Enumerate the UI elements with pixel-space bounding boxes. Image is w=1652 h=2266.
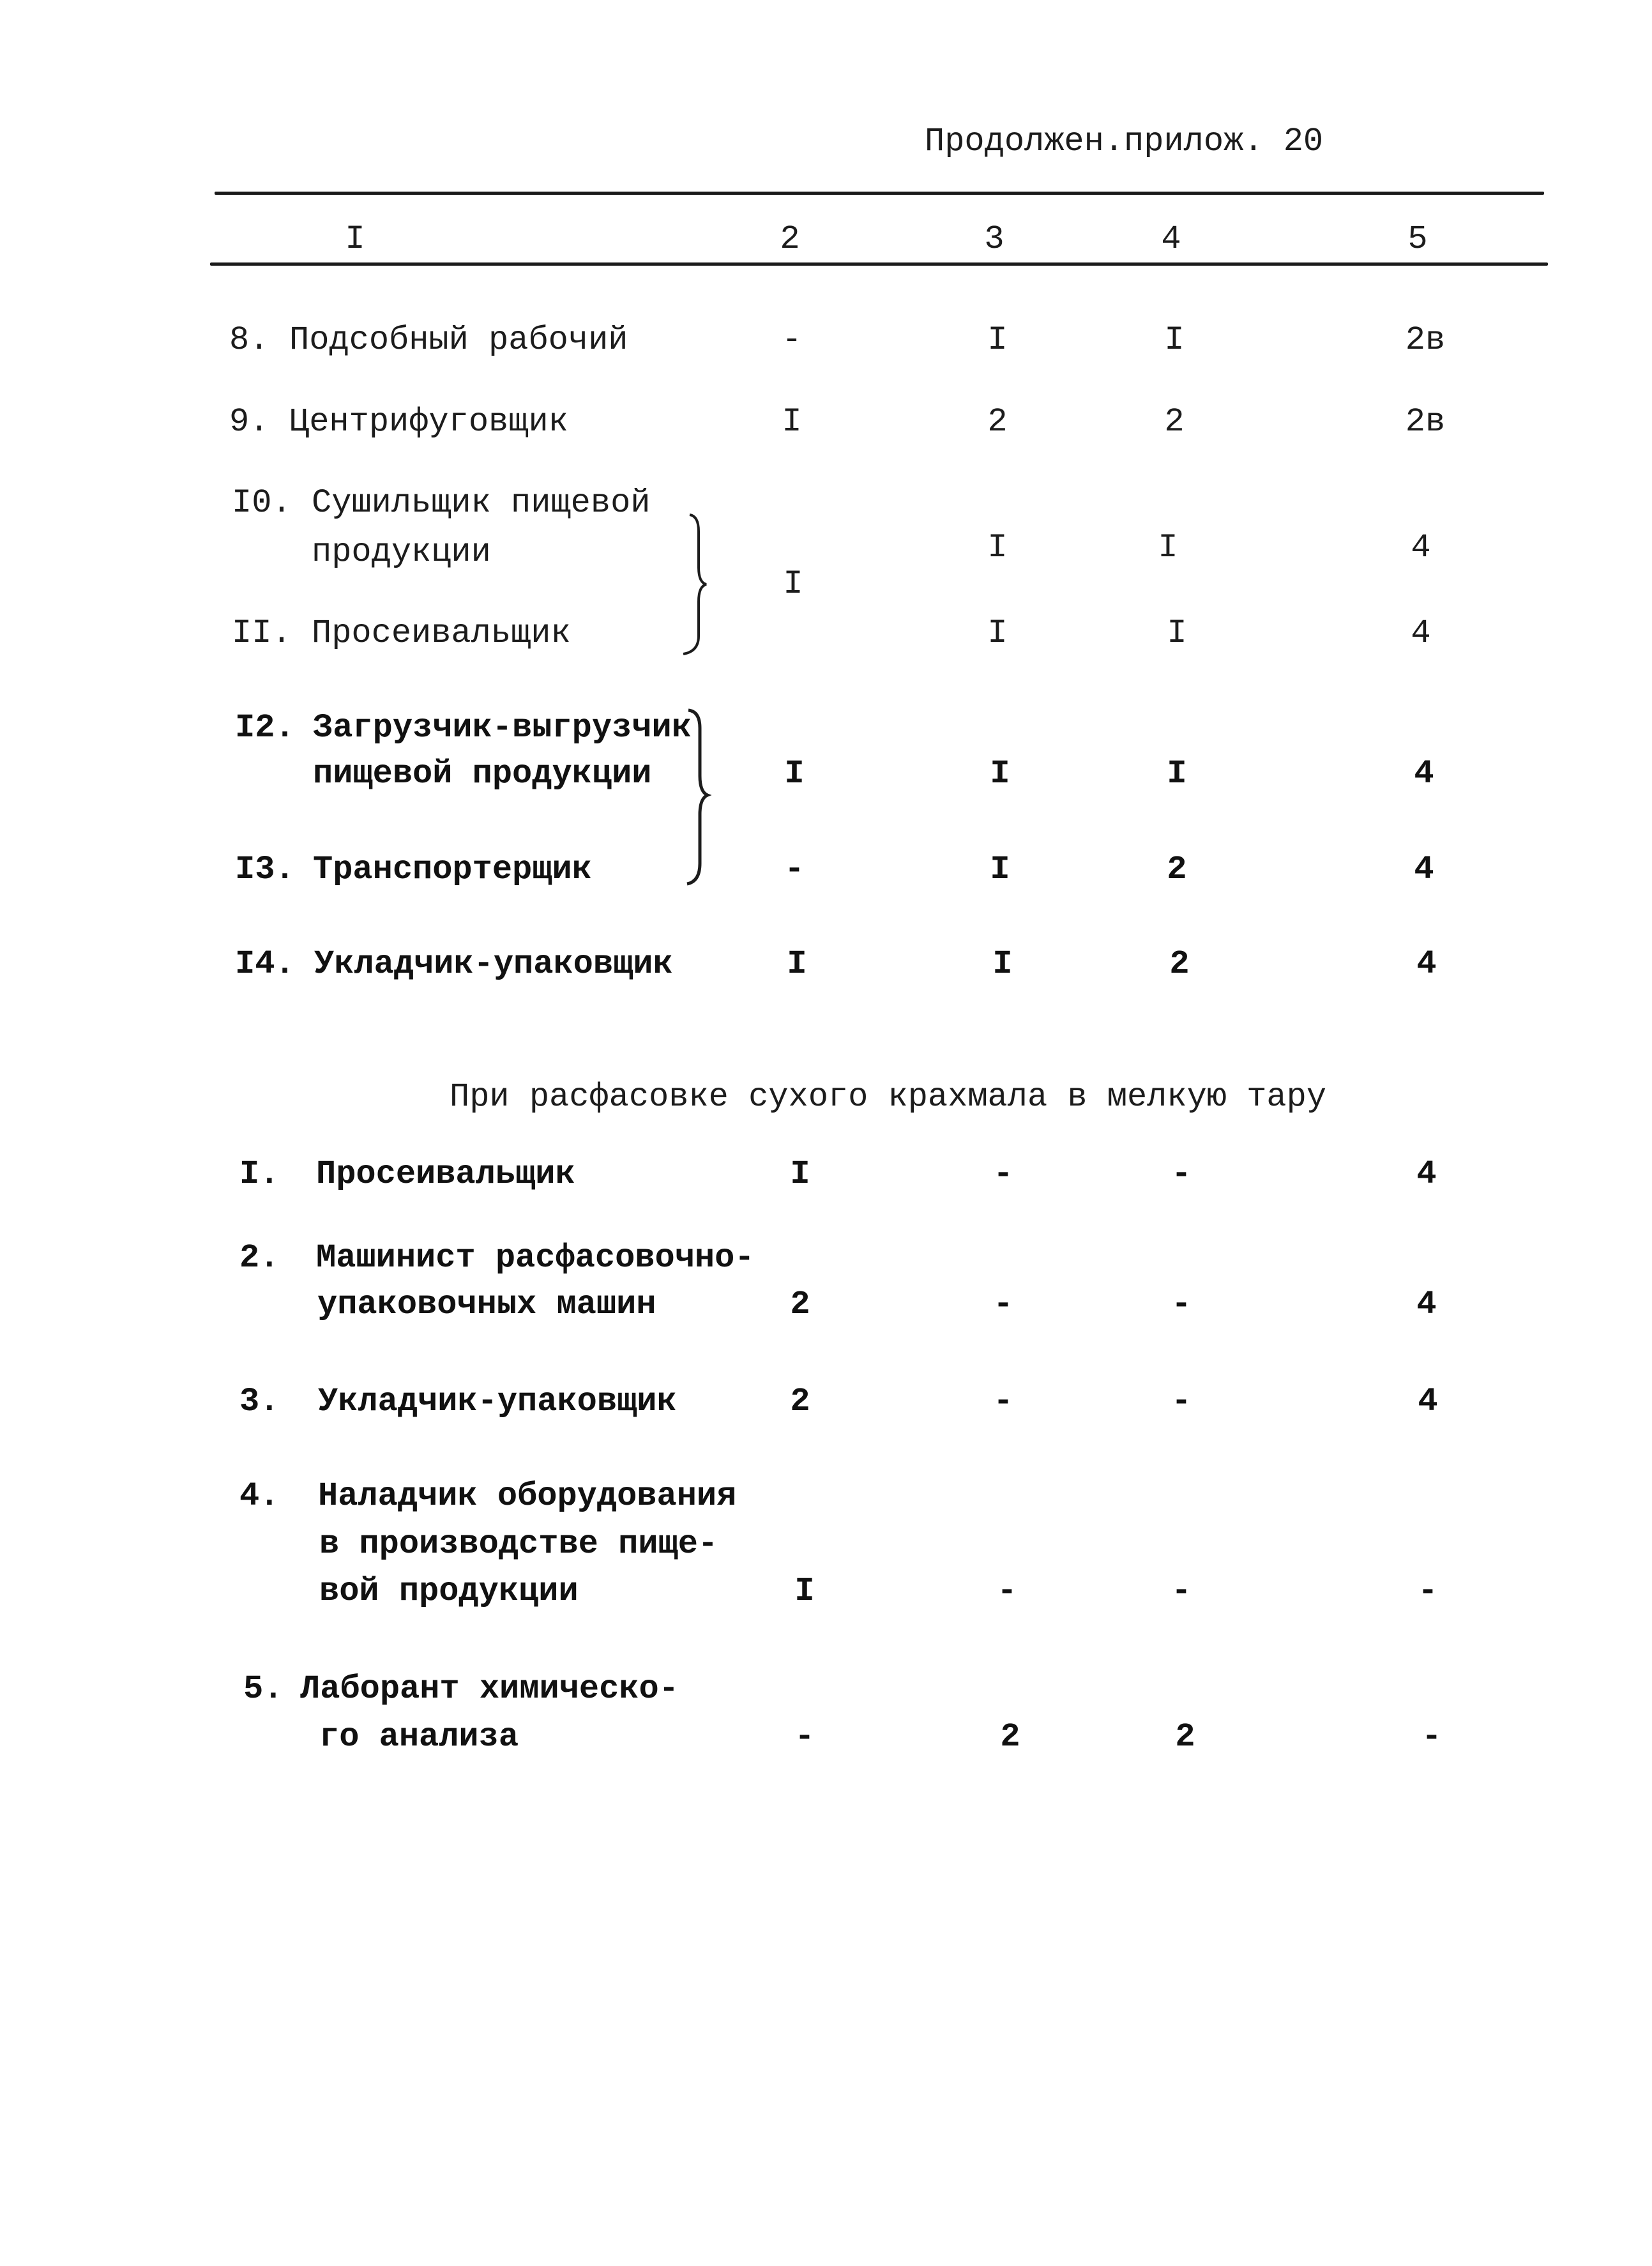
row-label-continuation: вой продукции xyxy=(319,1572,579,1610)
row-number: I3. xyxy=(235,851,295,888)
continuation-header: Продолжен.прилож. 20 xyxy=(925,123,1324,160)
row-col4-value: 2 xyxy=(1169,945,1190,983)
row-col4-value: - xyxy=(1171,1286,1192,1323)
row-number: 5. xyxy=(243,1670,284,1708)
brace-rows-I2-I3 xyxy=(687,710,708,884)
row-number: I. xyxy=(239,1155,280,1193)
row-label: Сушильщик пищевой xyxy=(312,484,651,522)
row-col4-value: I xyxy=(1167,755,1187,793)
row-col2-value: - xyxy=(794,1718,815,1756)
row-number: 4. xyxy=(239,1477,280,1515)
row-number: I0. xyxy=(232,484,292,522)
row-col5-value: 4 xyxy=(1418,1383,1438,1420)
row-col3-value: - xyxy=(993,1155,1013,1193)
row-col3-value: - xyxy=(997,1572,1017,1610)
row-col4-value: - xyxy=(1171,1155,1192,1193)
row-col5-value: 2в xyxy=(1405,403,1446,441)
row-col5-value: 4 xyxy=(1414,755,1434,793)
row-col2-value: I xyxy=(787,945,807,983)
row-label-continuation: пищевой продукции xyxy=(313,755,652,793)
row-number: I4. xyxy=(235,945,295,983)
row-col3-value: I xyxy=(987,529,1008,566)
row-label: Машинист расфасовочно- xyxy=(316,1239,755,1277)
row-label: Укладчик-упаковщик xyxy=(314,945,673,983)
row-col5-value: 4 xyxy=(1416,945,1437,983)
row-col2-value: - xyxy=(784,851,805,888)
row-col5-value: 4 xyxy=(1414,851,1434,888)
row-col3-value: 2 xyxy=(987,403,1008,441)
row-label: Загрузчик-выгрузчик xyxy=(313,709,692,747)
row-col2-value: 2 xyxy=(790,1286,810,1323)
row-col5-value: 2в xyxy=(1405,321,1446,359)
row-col2-value: 2 xyxy=(790,1383,810,1420)
row-col2-value: I xyxy=(784,755,805,793)
row-col3-value: 2 xyxy=(1000,1718,1020,1756)
row-number: II. xyxy=(232,614,292,652)
brace-rows-I0-II xyxy=(683,515,706,654)
row-label-continuation: го анализа xyxy=(319,1718,519,1756)
row-col5-value: 4 xyxy=(1411,614,1431,652)
row-col3-value: - xyxy=(993,1383,1013,1420)
row-label: Наладчик оборудования xyxy=(318,1477,737,1515)
row-label: Лаборант химическо- xyxy=(300,1670,679,1708)
row-col5-value: 4 xyxy=(1416,1155,1437,1193)
row-col2-value: I xyxy=(794,1572,815,1610)
row-col4-value: 2 xyxy=(1167,851,1187,888)
row-label-continuation: упаковочных машин xyxy=(317,1286,656,1323)
row-col5-value: 4 xyxy=(1411,529,1431,566)
row-col4-value: - xyxy=(1171,1572,1192,1610)
row-col4-value: 2 xyxy=(1164,403,1185,441)
row-col2-value: I xyxy=(782,403,802,441)
row-label: Просеивальщик xyxy=(316,1155,575,1193)
row-label: Транспортерщик xyxy=(313,851,592,888)
row-col5-value: - xyxy=(1418,1572,1438,1610)
brace-group-col2-value: I xyxy=(783,565,803,603)
row-col5-value: - xyxy=(1421,1718,1442,1756)
row-col3-value: I xyxy=(987,614,1008,652)
row-col4-value: I xyxy=(1158,529,1178,566)
row-number: 9. xyxy=(229,403,269,441)
column-header-1: I xyxy=(345,220,365,258)
row-col2-value: I xyxy=(790,1155,810,1193)
row-col4-value: I xyxy=(1164,321,1185,359)
row-col3-value: I xyxy=(990,755,1010,793)
row-col4-value: - xyxy=(1171,1383,1192,1420)
row-number: 8. xyxy=(229,321,269,359)
row-col3-value: I xyxy=(992,945,1013,983)
row-label: Центрифуговщик xyxy=(289,403,568,441)
row-label: Укладчик-упаковщик xyxy=(318,1383,677,1420)
row-label-continuation: продукции xyxy=(312,533,491,571)
row-col4-value: 2 xyxy=(1175,1718,1195,1756)
row-col4-value: I xyxy=(1167,614,1187,652)
column-header-5: 5 xyxy=(1407,220,1428,258)
column-header-4: 4 xyxy=(1161,220,1181,258)
row-number: I2. xyxy=(235,709,295,747)
row-col3-value: - xyxy=(993,1286,1013,1323)
column-header-2: 2 xyxy=(780,220,800,258)
row-col3-value: I xyxy=(990,851,1010,888)
column-header-3: 3 xyxy=(984,220,1004,258)
row-label: Подсобный рабочий xyxy=(289,321,628,359)
row-col2-value: - xyxy=(782,321,802,359)
row-label-continuation: в производстве пище- xyxy=(319,1525,718,1563)
row-col5-value: 4 xyxy=(1416,1286,1437,1323)
row-number: 3. xyxy=(239,1383,280,1420)
row-label: Просеивальщик xyxy=(312,614,571,652)
row-col3-value: I xyxy=(987,321,1008,359)
section-subheading: При расфасовке сухого крахмала в мелкую тару xyxy=(450,1078,1327,1116)
row-number: 2. xyxy=(239,1239,280,1277)
